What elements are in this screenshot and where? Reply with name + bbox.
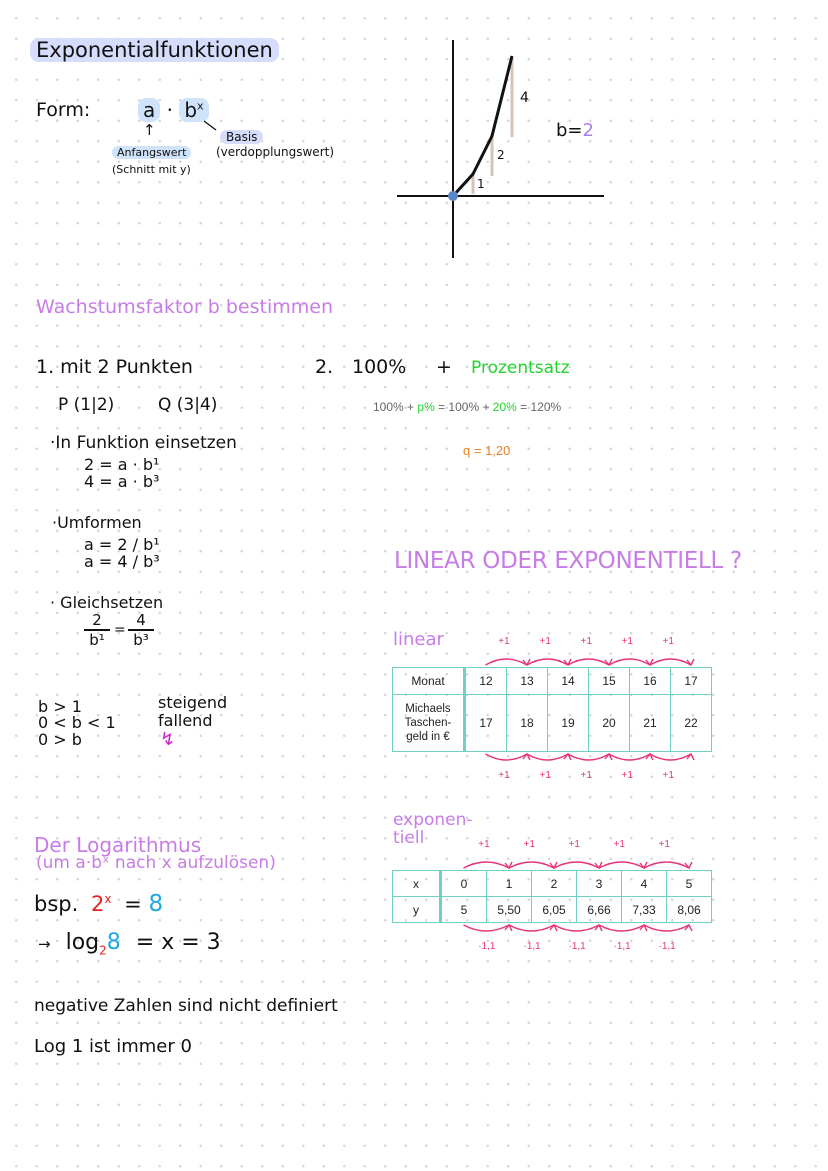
linear-cell: 17 bbox=[465, 695, 507, 752]
exp-bottom-arrow bbox=[554, 925, 599, 931]
linear-cell: 21 bbox=[630, 695, 671, 752]
linear-bottom-arrow-label: +1 bbox=[498, 770, 510, 781]
linear-bottom-arrow-label: +1 bbox=[580, 770, 592, 781]
exp-top-arrow-label: +1 bbox=[613, 839, 625, 850]
method2-plus: + bbox=[436, 356, 452, 378]
page-title: Exponentialfunktionen bbox=[30, 38, 279, 62]
verdopplung-note: (verdopplungswert) bbox=[216, 145, 335, 159]
graph-b-label: b=2 bbox=[556, 120, 594, 141]
linear-cell: 19 bbox=[548, 695, 589, 752]
fraction-1: 2 b¹ bbox=[84, 612, 110, 649]
form-label: Form: bbox=[36, 99, 91, 121]
exp-top-arrow-label: +1 bbox=[568, 839, 580, 850]
exp-cell: 5 bbox=[667, 871, 712, 897]
formula-a: a bbox=[138, 98, 160, 122]
exp-top-arrow bbox=[464, 862, 510, 868]
linear-top-arrow bbox=[486, 659, 528, 665]
point-q: Q (3|4) bbox=[158, 395, 218, 415]
method2-prozentsatz: Prozentsatz bbox=[471, 358, 570, 378]
fraction-equals: = bbox=[114, 622, 126, 638]
condition-cond-2: 0 < b < 1 bbox=[38, 713, 116, 732]
linear-top-arrow bbox=[609, 659, 650, 665]
linear-cell: 18 bbox=[507, 695, 548, 752]
condition-result-1: steigend bbox=[158, 693, 228, 712]
arrow-up-icon: ↑ bbox=[143, 121, 156, 139]
linear-cell: 15 bbox=[589, 668, 630, 695]
linear-bottom-arrow-label: +1 bbox=[539, 770, 551, 781]
contradiction-icon: ↯ bbox=[160, 729, 176, 750]
linear-bottom-arrow bbox=[609, 754, 650, 760]
linear-top-arrow-label: +1 bbox=[498, 636, 510, 647]
exp-bottom-arrow-label: ·1,1 bbox=[523, 941, 541, 952]
condition-cond-3: 0 > b bbox=[38, 730, 82, 749]
exp-top-arrow bbox=[509, 862, 554, 868]
linear-cell: 12 bbox=[465, 668, 507, 695]
exp-bottom-arrow bbox=[599, 925, 644, 931]
method2-q: q = 1,20 bbox=[463, 443, 511, 458]
exp-bottom-arrow-label: ·1,1 bbox=[478, 941, 496, 952]
linear-bottom-arrow bbox=[650, 754, 691, 760]
method2-equation: 100% + p% = 100% + 20% = 120% bbox=[373, 400, 562, 414]
step-einsetzen: ·In Funktion einsetzen bbox=[50, 433, 237, 453]
method2-number: 2. bbox=[315, 356, 334, 378]
exp-cell: 1 bbox=[487, 871, 532, 897]
exp-cell: 4 bbox=[622, 871, 667, 897]
linear-top-arrow-label: +1 bbox=[580, 636, 592, 647]
exp-bottom-arrow bbox=[644, 925, 689, 931]
linear-row2-header: Michaels Taschen- geld in € bbox=[393, 695, 465, 752]
exp-bottom-arrow-label: ·1,1 bbox=[658, 941, 676, 952]
linear-bottom-arrow-label: +1 bbox=[662, 770, 674, 781]
linear-bottom-arrow bbox=[527, 754, 568, 760]
linear-cell: 17 bbox=[671, 668, 712, 695]
step-umformen: ·Umformen bbox=[52, 513, 142, 532]
graph-step-4: 4 bbox=[520, 90, 529, 106]
linear-bottom-arrow bbox=[568, 754, 609, 760]
exponential-label: exponen- tiell bbox=[393, 810, 473, 848]
linear-cell: 13 bbox=[507, 668, 548, 695]
log-subtitle: (um a·bˣ nach x aufzulösen) bbox=[36, 853, 276, 873]
fraction-2: 4 b³ bbox=[128, 612, 154, 649]
linear-top-arrow-label: +1 bbox=[539, 636, 551, 647]
exp-top-arrow bbox=[644, 862, 689, 868]
linear-top-arrow bbox=[568, 659, 609, 665]
linear-top-arrow bbox=[527, 659, 568, 665]
linear-bottom-arrow-label: +1 bbox=[621, 770, 633, 781]
eq-1: 2 = a · b¹ bbox=[84, 455, 160, 474]
method1-heading: 1. mit 2 Punkten bbox=[36, 356, 193, 378]
exp-cell: 2 bbox=[532, 871, 577, 897]
exp-bottom-arrow-label: ·1,1 bbox=[568, 941, 586, 952]
basis-note: Basis bbox=[220, 130, 263, 144]
linear-exp-title: LINEAR ODER EXPONENTIELL ? bbox=[394, 548, 742, 574]
schnitt-note: (Schnitt mit y) bbox=[112, 163, 191, 176]
arrow-right-icon: → bbox=[38, 935, 51, 953]
formula-dot: · bbox=[166, 98, 173, 122]
linear-cell: 20 bbox=[589, 695, 630, 752]
anfangswert-note: Anfangswert bbox=[112, 146, 191, 159]
log-note-negative: negative Zahlen sind nicht definiert bbox=[34, 996, 338, 1016]
exp-cell: 6,66 bbox=[577, 897, 622, 923]
log-example: bsp. 2$^x$ = 8 bbox=[34, 891, 164, 917]
exp-row1-header: x bbox=[393, 871, 441, 897]
exp-row2-header: y bbox=[393, 897, 441, 923]
exp-cell: 7,33 bbox=[622, 897, 667, 923]
exp-cell: 6,05 bbox=[532, 897, 577, 923]
eq-3: a = 2 / b¹ bbox=[84, 535, 160, 554]
exp-top-arrow-label: +1 bbox=[478, 839, 490, 850]
linear-cell: 22 bbox=[671, 695, 712, 752]
eq-2: 4 = a · b³ bbox=[84, 472, 160, 491]
graph-step-2: 2 bbox=[497, 148, 505, 162]
log-equation: → $\log_28 = x = 3$ bbox=[38, 930, 221, 958]
exp-cell: 3 bbox=[577, 871, 622, 897]
linear-top-arrow-label: +1 bbox=[662, 636, 674, 647]
linear-top-arrow-label: +1 bbox=[621, 636, 633, 647]
log-title: Der Logarithmus bbox=[34, 833, 202, 857]
exp-bottom-arrow-label: ·1,1 bbox=[613, 941, 631, 952]
exp-top-arrow-label: +1 bbox=[658, 839, 670, 850]
condition-result-2: fallend bbox=[158, 711, 213, 730]
exp-cell: 8,06 bbox=[667, 897, 712, 923]
exp-cell: 5,50 bbox=[487, 897, 532, 923]
growth-section-title: Wachstumsfaktor b bestimmen bbox=[36, 296, 333, 318]
condition-cond-1: b > 1 bbox=[38, 697, 82, 716]
step-gleichsetzen: · Gleichsetzen bbox=[50, 593, 164, 612]
exp-cell: 0 bbox=[441, 871, 487, 897]
linear-cell: 14 bbox=[548, 668, 589, 695]
method2-hundred: 100% bbox=[352, 356, 407, 378]
exp-top-arrow bbox=[554, 862, 599, 868]
linear-row1-header: Monat bbox=[393, 668, 465, 695]
linear-top-arrow bbox=[650, 659, 691, 665]
point-p: P (1|2) bbox=[58, 395, 115, 415]
linear-cell: 16 bbox=[630, 668, 671, 695]
exp-top-arrow-label: +1 bbox=[523, 839, 535, 850]
exp-bottom-arrow bbox=[464, 925, 510, 931]
graph-step-1: 1 bbox=[477, 177, 485, 191]
exp-top-arrow bbox=[599, 862, 644, 868]
exp-bottom-arrow bbox=[509, 925, 554, 931]
eq-4: a = 4 / b³ bbox=[84, 552, 160, 571]
linear-bottom-arrow bbox=[486, 754, 528, 760]
exp-cell: 5 bbox=[441, 897, 487, 923]
log-note-one: Log 1 ist immer 0 bbox=[34, 1036, 192, 1057]
formula-b: $b^x$ bbox=[179, 98, 208, 122]
linear-label: linear bbox=[393, 629, 444, 650]
